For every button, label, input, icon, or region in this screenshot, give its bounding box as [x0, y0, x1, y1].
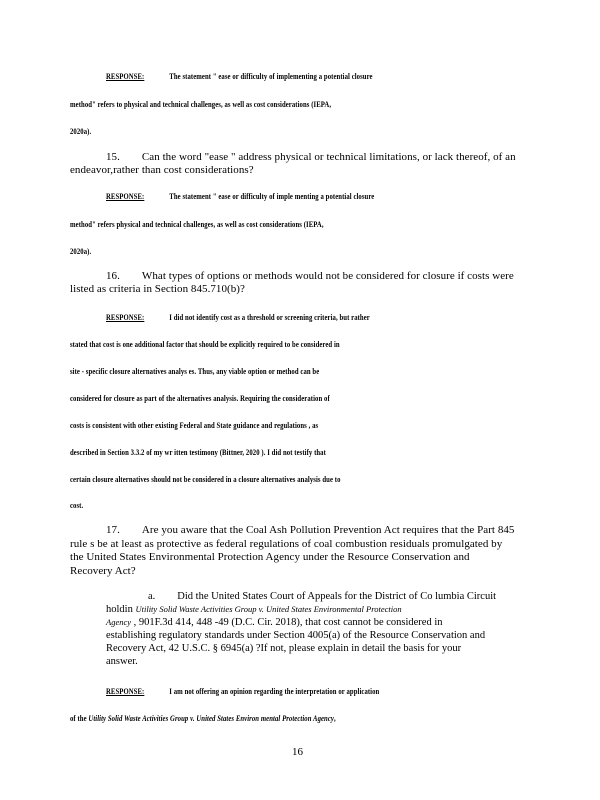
- question-text: Recovery Act?: [70, 565, 136, 577]
- response-text: considered for closure as part of the alternatives analysis. Requiring the consideration of: [70, 393, 330, 403]
- response-line: [106, 312, 370, 322]
- question-text: listed as criteria in Section 845.710(b)?: [70, 283, 245, 295]
- subquestion-line: [148, 591, 496, 602]
- response-text: I am not offering an opinion regarding the interpretation or application: [169, 686, 380, 696]
- subquestion-text: answer.: [106, 656, 138, 667]
- page-number: 16: [292, 746, 303, 758]
- response-line: [70, 246, 91, 256]
- response-text: The statement " ease or difficulty of implementing a potential closure: [169, 71, 373, 81]
- question-line: [70, 565, 136, 577]
- response-text: certain closure alternatives should not be considered in a closure alternatives analysis due to: [70, 474, 341, 484]
- response-line: [70, 393, 330, 403]
- response-text: method" refers physical and technical challenges, as well as cost considerations (IEPA,: [70, 219, 324, 229]
- response-line: [70, 420, 318, 430]
- case-citation: Utility Solid Waste Activities Group v. United States Environ mental Protection Agency: [88, 713, 334, 723]
- response-text: I did not identify cost as a threshold or screening criteria, but rather: [169, 312, 370, 322]
- subquestion-text: Recovery Act, 42 U.S.C. § 6945(a) ?If not, please explain in detail the basis for your: [106, 643, 462, 654]
- question-number: 15.: [106, 151, 120, 163]
- subquestion-line: [106, 630, 485, 641]
- question-number: 17.: [106, 524, 120, 536]
- question-line: [70, 164, 254, 176]
- question-text: What types of options or methods would not be considered for closure if costs were: [141, 270, 514, 282]
- question-line: [70, 551, 470, 563]
- question-text: endeavor,rather than cost considerations?: [70, 164, 254, 176]
- subquestion-line: [106, 604, 402, 615]
- question-line: [106, 270, 514, 282]
- response-line: [106, 686, 379, 696]
- response-line: [70, 339, 340, 349]
- question-text: Can the word "ease " address physical or technical limitations, or lack thereof, of an: [141, 151, 516, 163]
- question-text: the United States Environmental Protection Agency under the Resource Conservation and: [70, 551, 470, 563]
- response-text: described in Section 3.3.2 of my wr itten testimony (Bittner, 2020 ). I did not testify that: [70, 447, 326, 457]
- subquestion-text: Did the United States Court of Appeals for the District of Co lumbia Circuit: [177, 591, 497, 602]
- response-line: [106, 191, 374, 201]
- response-text: 2020a).: [70, 126, 92, 136]
- subquestion-line: [106, 656, 138, 667]
- response-line: [70, 219, 324, 229]
- response-label: RESPONSE:: [106, 686, 145, 696]
- response-line: [70, 99, 331, 109]
- subquestion-text: holdin: [106, 604, 133, 615]
- subquestion-text: establishing regulatory standards under Section 4005(a) of the Resource Conservation and: [106, 630, 486, 641]
- response-line: [106, 71, 373, 81]
- question-number: 16.: [106, 270, 120, 282]
- response-line: [70, 447, 326, 457]
- response-text: site - specific closure alternatives analys es. Thus, any viable option or method can be: [70, 366, 320, 376]
- subquestion-letter: a.: [148, 591, 156, 602]
- question-line: [70, 283, 245, 295]
- response-text: cost.: [70, 500, 84, 510]
- response-text: of the: [70, 713, 87, 723]
- response-text: stated that cost is one additional factor that should be explicitly required to be considered in: [70, 339, 340, 349]
- response-text: The statement " ease or difficulty of imple menting a potential closure: [169, 191, 375, 201]
- case-citation: Agency: [106, 617, 132, 627]
- response-line: [70, 713, 336, 723]
- response-line: [70, 474, 341, 484]
- response-label: RESPONSE:: [106, 71, 145, 81]
- response-line: [70, 366, 319, 376]
- response-line: [70, 126, 91, 136]
- question-text: Are you aware that the Coal Ash Pollution Prevention Act requires that the Part 845: [141, 524, 515, 536]
- question-line: [106, 151, 516, 163]
- subquestion-line: [106, 643, 461, 654]
- response-text: costs is consistent with other existing Federal and State guidance and regulations , as: [70, 420, 319, 430]
- question-line: [70, 538, 502, 550]
- response-label: RESPONSE:: [106, 312, 145, 322]
- response-text: method" refers to physical and technical challenges, as well as cost considerations (IEPA,: [70, 99, 332, 109]
- question-text: rule s be at least as protective as federal regulations of coal combustion residuals promulgated by: [70, 538, 503, 550]
- subquestion-text: , 901F.3d 414, 448 -49 (D.C. Cir. 2018), that cost cannot be considered in: [133, 617, 443, 628]
- question-line: [106, 524, 514, 536]
- response-text: 2020a).: [70, 246, 92, 256]
- case-citation: Utility Solid Waste Activities Group v. United States Environmental Protection: [135, 604, 402, 614]
- response-text: ,: [333, 713, 336, 723]
- response-line: [70, 500, 83, 510]
- subquestion-line: [106, 617, 443, 628]
- response-label: RESPONSE:: [106, 191, 145, 201]
